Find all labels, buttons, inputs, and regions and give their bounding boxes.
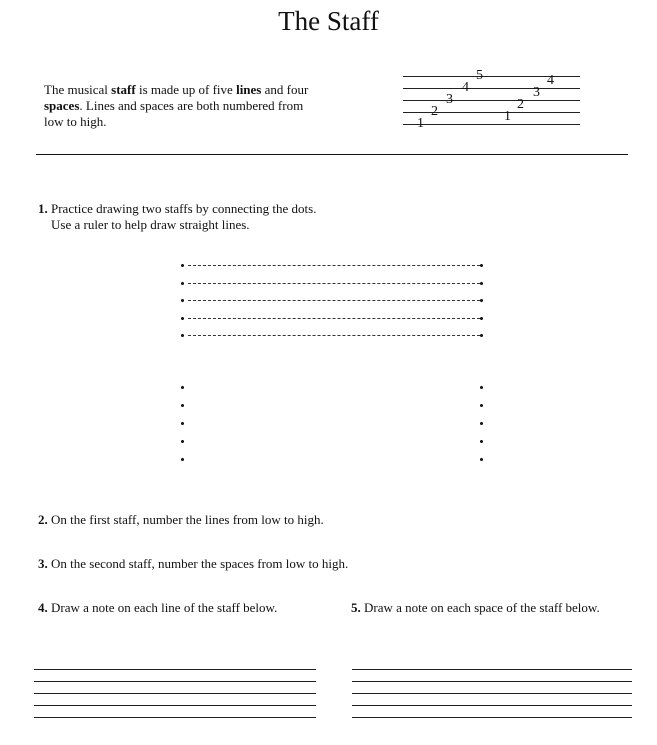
question-2 bbox=[38, 512, 538, 528]
staff-dot bbox=[480, 386, 483, 389]
intro-part: and four bbox=[261, 82, 309, 97]
question-text: Practice drawing two staffs by connecting the dots. bbox=[51, 201, 317, 216]
section-divider bbox=[36, 154, 628, 155]
staff-dot bbox=[181, 299, 184, 302]
staff-line bbox=[352, 705, 632, 706]
dashed-line bbox=[188, 318, 480, 319]
line-number: 5 bbox=[476, 68, 483, 83]
question-1 bbox=[38, 201, 438, 233]
staff-dot bbox=[181, 282, 184, 285]
staff-line bbox=[352, 693, 632, 694]
staff-dot bbox=[181, 404, 184, 407]
question-number: 1. bbox=[38, 201, 48, 216]
diagram-line-2 bbox=[403, 112, 580, 113]
question-text: On the first staff, number the lines from low to high. bbox=[51, 512, 324, 527]
line-number: 2 bbox=[431, 104, 438, 119]
question-number: 3. bbox=[38, 556, 48, 571]
question-number: 5. bbox=[351, 600, 361, 615]
intro-part: is made up of five bbox=[135, 82, 237, 97]
staff-dot bbox=[181, 317, 184, 320]
dashed-line bbox=[188, 283, 480, 284]
line-number: 3 bbox=[446, 92, 453, 107]
staff-dot bbox=[480, 299, 483, 302]
intro-term-spaces: spaces bbox=[44, 98, 80, 113]
staff-dot bbox=[480, 440, 483, 443]
space-number: 1 bbox=[504, 109, 511, 124]
staff-line bbox=[34, 717, 316, 718]
question-5 bbox=[351, 600, 651, 616]
line-number: 1 bbox=[417, 116, 424, 131]
question-number: 2. bbox=[38, 512, 48, 527]
diagram-line-4 bbox=[403, 88, 580, 89]
space-number: 2 bbox=[517, 97, 524, 112]
question-text: Draw a note on each line of the staff below. bbox=[51, 600, 278, 615]
question-text: Draw a note on each space of the staff below. bbox=[364, 600, 600, 615]
staff-dot bbox=[480, 282, 483, 285]
intro-term-lines: lines bbox=[236, 82, 262, 97]
staff-line bbox=[34, 669, 316, 670]
dashed-line bbox=[188, 335, 480, 336]
question-4 bbox=[38, 600, 328, 616]
staff-dot bbox=[480, 264, 483, 267]
intro-text bbox=[44, 82, 314, 130]
staff-line bbox=[34, 693, 316, 694]
staff-dot bbox=[181, 386, 184, 389]
staff-dot bbox=[181, 458, 184, 461]
question-3 bbox=[38, 556, 538, 572]
page-title: The Staff bbox=[278, 6, 379, 36]
question-text: On the second staff, number the spaces from low to high. bbox=[51, 556, 349, 571]
staff-dot bbox=[181, 334, 184, 337]
intro-part: . Lines and spaces are both numbered from low to high. bbox=[44, 98, 304, 129]
staff-dot bbox=[480, 422, 483, 425]
diagram-line-3 bbox=[403, 100, 580, 101]
staff-line bbox=[34, 681, 316, 682]
space-number: 3 bbox=[533, 85, 540, 100]
space-number: 4 bbox=[547, 73, 554, 88]
staff-dot bbox=[480, 317, 483, 320]
intro-part: The musical bbox=[44, 82, 112, 97]
diagram-line-1 bbox=[403, 124, 580, 125]
staff-diagram bbox=[400, 60, 590, 140]
staff-line bbox=[352, 681, 632, 682]
staff-line bbox=[352, 717, 632, 718]
staff-dot bbox=[181, 264, 184, 267]
staff-dot bbox=[480, 458, 483, 461]
staff-line bbox=[352, 669, 632, 670]
line-number: 4 bbox=[462, 80, 469, 95]
staff-dot bbox=[480, 404, 483, 407]
answer-staff-5 bbox=[352, 668, 632, 720]
dashed-line bbox=[188, 265, 480, 266]
practice-staff-2 bbox=[178, 380, 488, 465]
question-number: 4. bbox=[38, 600, 48, 615]
question-text: Use a ruler to help draw straight lines. bbox=[51, 217, 250, 232]
staff-line bbox=[34, 705, 316, 706]
answer-staff-4 bbox=[34, 668, 316, 720]
staff-dot bbox=[480, 334, 483, 337]
staff-dot bbox=[181, 422, 184, 425]
intro-term-staff: staff bbox=[111, 82, 136, 97]
dashed-line bbox=[188, 300, 480, 301]
practice-staff-1 bbox=[178, 258, 488, 338]
staff-dot bbox=[181, 440, 184, 443]
